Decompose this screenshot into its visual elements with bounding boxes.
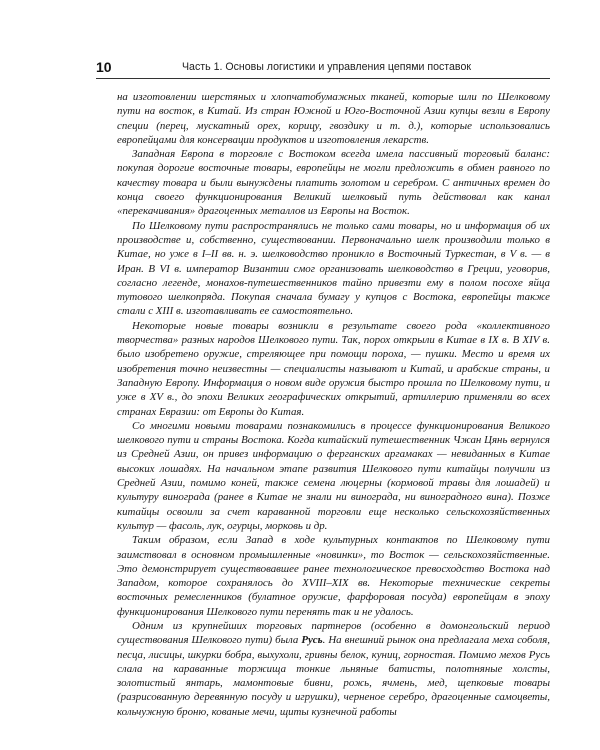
page-number: 10 (96, 59, 112, 75)
paragraph-7-start: Одним из крупнейших торговых партнеров (особенно в домонгольский период существования Шелкового пути) была (117, 619, 550, 647)
page-header (96, 58, 546, 78)
paragraph-1: на изготовлении шерстяных и хлопчатобумажных тканей, которые шли по Шелковому пути на восток, в Китай. Из стран Южной и Юго-Восточной Азии купцы везли в Европу специи (перец, мускатный орех, корицу, гвоздику и т. д.), которые использовались европейцами для консервации продуктов и изготовления лекарств. (117, 91, 550, 146)
running-head: Часть 1. Основы логистики и управления цепями поставок (182, 61, 471, 73)
body-text (117, 90, 550, 719)
term-rus: Русь (301, 634, 323, 647)
paragraph-7 (117, 619, 550, 719)
paragraph-7-rest: . На внешний рынок она предлагала меха соболя, песца, лисицы, шкурки бобра, выхухоли, гривны белок, куниц, горностая. Помимо мехов Русь слала на караванные торжища тонкие льняные батисты, полотняные холсты, золотистый янтарь, мамонтовые бивни, рожь, ячмень, мед, щепковые товары (разрисованную деревянную посуду и игрушки), черненое серебро, драгоценные самоцветы, кольчужную броню, кованые мечи, щиты кузнечной работы (117, 634, 550, 718)
header-rule (96, 78, 550, 79)
paragraph-2: Западная Европа в торговле с Востоком всегда имела пассивный торговый баланс: покупая дорогие восточные товары, европейцы не могли предложить в обмен равного по качеству товара и были вынуждены платить золотом и серебром. С античных времен до конца своего функционирования Великий шелковый путь действовал как канал «перекачивания» драгоценных металлов из Европы на Восток. (117, 148, 550, 218)
paragraph-5: Со многими новыми товарами познакомились в процессе функционирования Великого шелкового пути и страны Востока. Когда китайский путешественник Чжан Цянь вернулся из Средней Азии, он привез информацию о ферганских аргамаках — невиданных в Китае высоких лошадях. На начальном этапе развития Шелкового пути китайцы получили из Средней Азии, помимо коней, также семена люцерны (кормовой травы для лошадей) и культуру винограда (ранее в Китае не знали ни винограда, ни виноградного вина). Позже китайцы освоили за счет караванной торговли еще несколько сельскохозяйственных культур — фасоль, лук, огурцы, морковь и др. (117, 419, 550, 532)
paragraph-3: По Шелковому пути распространялись не только сами товары, но и информация об их производстве и, собственно, существовании. Первоначально шелк производили только в Китае, но уже в I–II вв. н. э. шелководство проникло в Восточный Туркестан, в V в. — в Иран. В VI в. император Византии смог организовать шелководство в Греции, уговорив, согласно легенде, монахов-путешественников тайно привезти ему в полом посохе яйца тутового шелкопряда. Покупая сначала бумагу у купцов с Востока, европейцы также стали с XIII в. изготавливать ее самостоятельно. (117, 219, 550, 318)
paragraph-4: Некоторые новые товары возникли в результате своего рода «коллективного творчества» разных народов Шелкового пути. Так, порох открыли в Китае в IX в. В XIV в. было изобретено оружие, стреляющее при помощи пороха, — пушки. Место и время их изобретения точно неизвестны — специалисты называют и Китай, и арабские страны, и Западную Европу. Информация о новом виде оружия быстро прошла по Шелковому пути, и уже в XV в., до эпохи Великих географических открытий, артиллерию применяли во всех странах Евразии: от Европы до Китая. (117, 319, 550, 418)
paragraph-6: Таким образом, если Запад в ходе культурных контактов по Шелковому пути заимствовал в основном промышленные «новинки», то Восток — сельскохозяйственные. Это демонстрирует существовавшее ранее технологическое превосходство Востока над Западом, которое сохранялось до XVIII–XIX вв. Некоторые технические секреты восточных ремесленников (булатное оружие, фарфоровая посуда) европейцам в эпоху функционирования Шелкового пути перенять так и не удалось. (117, 534, 550, 618)
